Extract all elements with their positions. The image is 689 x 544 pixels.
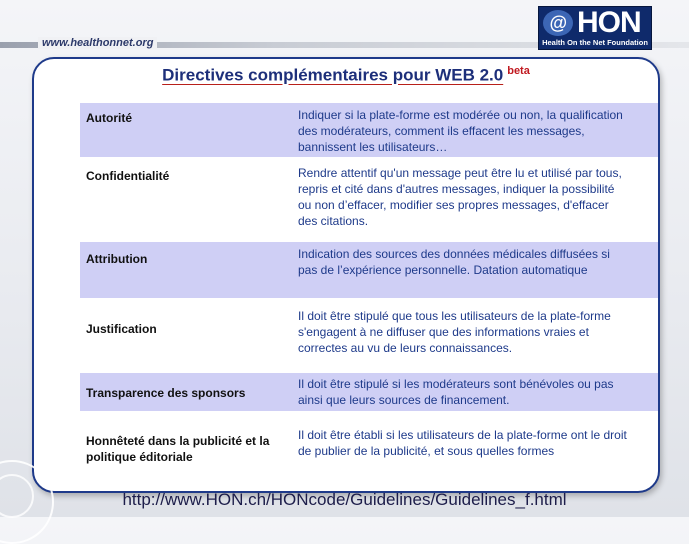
guideline-row-confidentialite [80,161,658,233]
slide-title [34,65,658,86]
beta-badge: beta [507,65,530,77]
guideline-row-justification [80,304,658,360]
hon-logo[interactable] [538,6,652,50]
row-term: Attribution [86,252,148,266]
title-text: Directives complémentaires pour WEB 2.0 [162,65,504,85]
logo-subtitle: Health On the Net Foundation [542,38,648,47]
row-description: Il doit être établi si les utilisateurs de la plate-forme ont le droit de publier de la publicité, et sous quelles formes [298,428,627,458]
row-term: Honnêteté dans la publicité et la politique éditoriale [86,434,270,464]
content-panel [32,57,660,493]
row-description: Rendre attentif qu'un message peut être lu et utilisé par tous, repris et cité dans d'autres messages, indiquer la possibilité ou non d’effacer, modifier ses propres messages, d'effacer des citations. [298,166,622,228]
logo-text: HON [577,6,641,39]
guidelines-link[interactable]: http://www.HON.ch/HONcode/Guidelines/Guidelines_f.html [122,490,567,509]
guideline-row-transparence [80,373,658,411]
guideline-row-autorite [80,103,658,157]
row-description: Il doit être stipulé que tous les utilisateurs de la plate-forme s'engagent à ne diffuser que des informations vraies et correctes au vu de leurs connaissances. [298,309,611,355]
guideline-row-honnetete [80,425,658,481]
row-description: Il doit être stipulé si les modérateurs sont bénévoles ou pas ainsi que leurs sources de financement. [298,377,614,407]
at-globe-icon: @ [543,10,573,36]
row-term: Confidentialité [86,169,170,183]
row-term: Autorité [86,111,132,125]
row-term: Transparence des sponsors [86,386,246,400]
row-description: Indiquer si la plate-forme est modérée ou non, la qualification des modérateurs, comment ils effacent les messages, bannissent les utilisateurs… [298,108,623,154]
guideline-row-attribution [80,242,658,298]
row-term: Justification [86,322,157,336]
site-url[interactable]: www.healthonnet.org [38,37,157,49]
row-description: Indication des sources des données médicales diffusées si pas de l’expérience personnelle. Datation automatique [298,247,610,277]
